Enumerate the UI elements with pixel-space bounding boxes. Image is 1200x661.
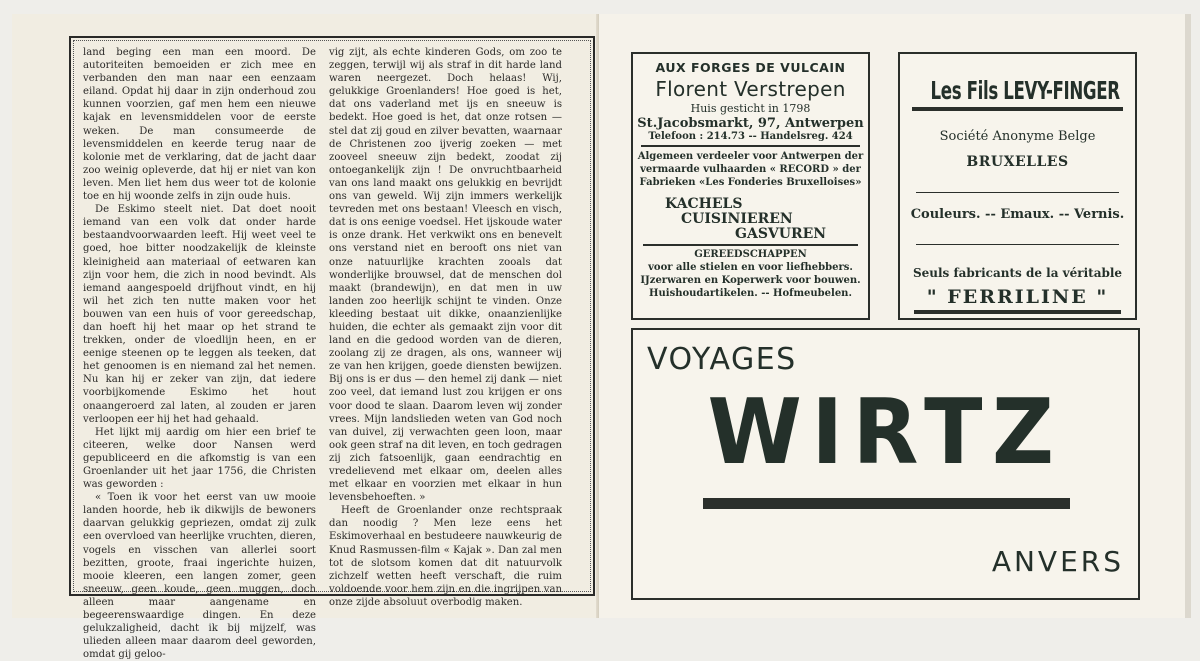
- ad-description: Algemeen verdeeler voor Antwerpen der vermaarde vulhaarden « RECORD » der Fabrieken «Les Fonderies Bruxelloises»: [637, 151, 864, 188]
- ad-brand: WIRTZ: [707, 380, 1064, 485]
- divider: [912, 107, 1123, 111]
- ad-founded: Huis gesticht in 1798: [690, 102, 811, 115]
- paragraph: Het lijkt mij aardig om hier een brief te citeeren, welke door Nansen werd gepubliceerd en die afkomstig is van een Groenlander uit het jaar 1756, die Christen was geworden :: [83, 426, 316, 491]
- ad-brand: Les Fils LEVY-FINGER: [930, 76, 1120, 105]
- ad-society: Société Anonyme Belge: [939, 129, 1096, 144]
- product-item: CUISINIEREN: [681, 211, 793, 227]
- ad-phone: Telefoon : 214.73 -- Handelsreg. 424: [648, 131, 853, 142]
- divider: [641, 145, 860, 147]
- divider: [916, 192, 1119, 193]
- ad-company-name: Florent Verstrepen: [655, 77, 846, 101]
- article-column-2: [329, 46, 562, 609]
- ad-tagline: Seuls fabricants de la véritable: [912, 266, 1123, 280]
- divider: [916, 244, 1119, 245]
- divider: [643, 244, 858, 246]
- ad-vulcain: [631, 52, 870, 320]
- page-edge: [1185, 14, 1191, 618]
- ad-product-list: [633, 197, 868, 242]
- ad-address: St.Jacobsmarkt, 97, Antwerpen: [637, 116, 864, 131]
- article-column-1: [83, 46, 316, 661]
- left-page: [12, 14, 599, 661]
- article-frame: [69, 36, 595, 661]
- paragraph: De Eskimo steelt niet. Dat doet nooit iemand van een volk dat onder harde bestaandvoorwaarden leeft. Hij weet veel te goed, hoe bitter noodzakelijk de kleinste kleinigheid aan materiaal of eetwaren kan zijn voor hem, die zich in nood bevindt. Als iemand aangespoeld drijfhout vindt, en hij wil het zich ten nutte maken voor het bouwen van een huis of voor gereedschap, dan hoeft hij het maar op het strand te trekken, onder de vloedlijn heen, en er eenige steenen op te leggen als teeken, dat het genoomen is en niemand zal het nemen. Nu kan hij er zeker van zijn, dat iedere voorbijkomende Eskimo het hout onaangeroerd zal laten, al zouden er jaren verloopen eer hij het had gehaald.: [83, 204, 316, 425]
- divider: [914, 310, 1121, 314]
- paragraph: Heeft de Groenlander onze rechtspraak dan noodig ? Men leze eens het Eskimoverhaal en bestudeere nauwkeurig de Knud Rasmussen-film « Kajak ». Dan zal men tot de slotsom komen dat dit natuurvolk zichzelf wetten heeft verschaft, die ruim voldoende voor hem zijn en die ingrijpen van onze zijde absoluut overbodig maken.: [329, 505, 562, 608]
- paragraph: « Toen ik voor het eerst van uw mooie landen hoorde, heb ik dikwijls de bewoners daarvan gelukkig gepriezen, omdat zij zulk een overvloed van heerlijke vruchten, dieren, vogels en visschen van allerlei soort bezitten, groote, fraai ingerichte huizen, mooie kleeren, een langen zomer, geen sneeuw, geen koude, geen muggen, doch alleen maar aangename en begeerenswaardige dingen. En deze gelukzaligheid, dacht ik bij mijzelf, was ulieden alleen maar daarom deel geworden, omdat gij geloo-: [83, 492, 316, 661]
- ad-line: Huishoudartikelen. -- Hofmeubelen.: [649, 288, 852, 299]
- paragraph: vig zijt, als echte kinderen Gods, om zoo te zeggen, terwijl wij als straf in dit harde land waren neergezet. Doch helaas! Wij, gelukkige Groenlanders! Hoe goed is het, dat ons vaderland met ijs en sneeuw is bedekt. Hoe goed is het, dat onze rotsen — stel dat zij goud en zilver bevatten, waarnaar de Christenen zoo ijverig zoeken — met zooveel sneeuw zijn bedekt, zoodat zij ontoegankelijk zijn ! De onvruchtbaarheid van ons land maakt ons gelukkig en bevrijdt ons van geweld. Wij zijn immers werkelijk tevreden met ons bestaan! Vleesch en visch, dat is ons eenige voedsel. Het ijskoude water is onze drank. Het verkwikt ons en benevelt ons verstand niet en berooft ons niet van onze natuurlijke krachten zooals dat wonderlijke brouwsel, dat de menschen dol maakt (brandewijn), en dat men in uw landen zoo heerlijk schijnt te vinden. Onze kleeding bestaat uit dikke, onaanzienlijke huiden, die echter als gemaakt zijn voor dit land en die gedood worden van de dieren, zoolang zij ze dragen, als ons, wanneer wij ze van hen krijgen, goede diensten bewijzen. Bij ons is er dus — den hemel zij dank — niet zoo veel, dat iemand lust zou krijgen er ons voor dood te slaan. Daarom leven wij zonder vrees. Mijn landslieden weten van God noch van duivel, zij verwachten geen loon, maar ook geen straf na dit leven, en toch gedragen zij zich fatsoenlijk, gaan eendrachtig en vredelievend met elkaar om, deelen alles met elkaar en voorzien met elkaar in hun levensbehoeften. »: [329, 47, 562, 504]
- product-item: GASVUREN: [735, 226, 827, 242]
- ad-tools: GEREEDSCHAPPEN: [694, 249, 807, 260]
- ad-line: voor alle stielen en voor liefhebbers.: [648, 262, 853, 273]
- ad-city: ANVERS: [991, 545, 1124, 578]
- ad-line: IJzerwaren en Koperwerk voor bouwen.: [640, 275, 861, 286]
- paragraph: land beging een man een moord. De autoriteiten bemoeiden er zich mee en verbanden den man naar een eenzaam eiland. Opdat hij daar in zijn onderhoud zou kunnen voorzien, gaf men hem een nieuwe kajak en levensmiddelen voor de eerste weken. De man consumeerde de levensmiddelen en keerde terug naar de kolonie met de verklaring, dat de jacht daar zoo weinig opleverde, dat hij er niet van kon leven. Men liet hem dus weer tot de kolonie toe en hij woonde zelfs in zijn oude huis.: [83, 47, 316, 203]
- ad-voyages: VOYAGES: [647, 342, 797, 377]
- product-item: KACHELS: [665, 196, 743, 212]
- ad-wirtz: [631, 328, 1140, 600]
- ad-levy-finger: [898, 52, 1137, 320]
- divider: [703, 498, 1070, 509]
- ad-city: BRUXELLES: [966, 154, 1069, 170]
- ad-heading: AUX FORGES DE VULCAIN: [655, 60, 846, 75]
- ad-product-name: " FERRILINE ": [926, 286, 1109, 308]
- ad-products: Couleurs. -- Emaux. -- Vernis.: [910, 207, 1125, 222]
